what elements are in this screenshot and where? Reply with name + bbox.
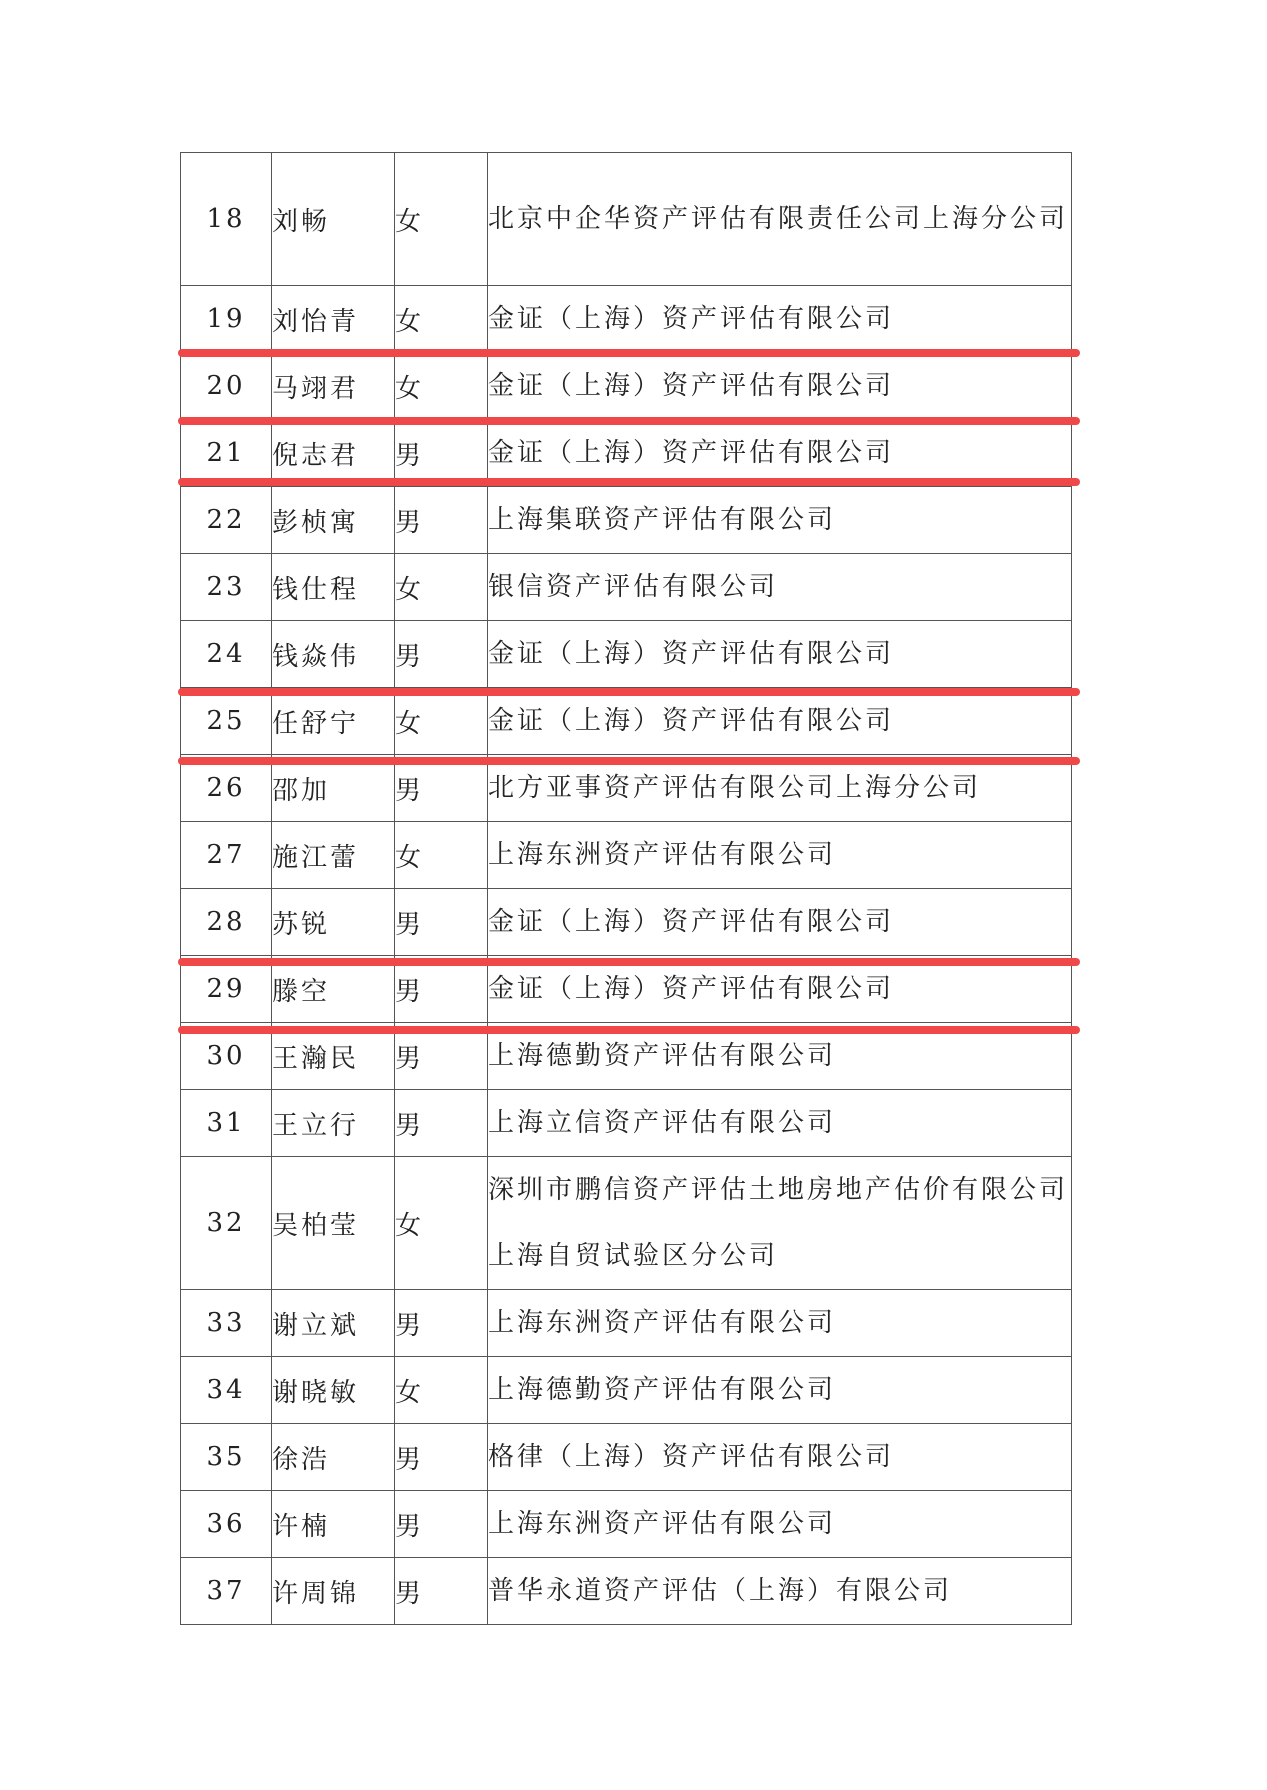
gender-cell: 女	[395, 153, 488, 286]
table-row	[181, 1090, 1072, 1157]
red-underline-mark	[178, 1026, 1080, 1034]
name-cell: 钱焱伟	[272, 621, 395, 688]
row-number-cell: 19	[181, 286, 272, 353]
organization-cell: 银信资产评估有限公司	[488, 554, 1072, 621]
organization-cell: 金证（上海）资产评估有限公司	[488, 621, 1072, 688]
name-cell: 王瀚民	[272, 1023, 395, 1090]
gender-cell: 女	[395, 1157, 488, 1290]
organization-cell: 北京中企华资产评估有限责任公司上海分公司	[488, 153, 1072, 286]
row-number-cell: 18	[181, 153, 272, 286]
name-cell: 倪志君	[272, 420, 395, 487]
name-cell: 谢立斌	[272, 1290, 395, 1357]
gender-cell: 男	[395, 1290, 488, 1357]
organization-cell: 金证（上海）资产评估有限公司	[488, 956, 1072, 1023]
gender-cell: 男	[395, 1424, 488, 1491]
gender-cell: 男	[395, 1558, 488, 1625]
table-row	[181, 286, 1072, 353]
table-row	[181, 487, 1072, 554]
gender-cell: 女	[395, 286, 488, 353]
name-cell: 任舒宁	[272, 688, 395, 755]
gender-cell: 男	[395, 487, 488, 554]
gender-cell: 男	[395, 755, 488, 822]
gender-cell: 女	[395, 688, 488, 755]
table-row	[181, 1491, 1072, 1558]
row-number-cell: 31	[181, 1090, 272, 1157]
row-number-cell: 26	[181, 755, 272, 822]
gender-cell: 男	[395, 956, 488, 1023]
row-number-cell: 36	[181, 1491, 272, 1558]
name-cell: 徐浩	[272, 1424, 395, 1491]
red-underline-mark	[178, 688, 1080, 696]
gender-cell: 男	[395, 420, 488, 487]
gender-cell: 男	[395, 1023, 488, 1090]
name-cell: 钱仕程	[272, 554, 395, 621]
roster-table	[180, 152, 1072, 1625]
gender-cell: 男	[395, 1491, 488, 1558]
gender-cell: 男	[395, 621, 488, 688]
table-row	[181, 621, 1072, 688]
organization-cell: 上海东洲资产评估有限公司	[488, 1491, 1072, 1558]
table-row	[181, 822, 1072, 889]
gender-cell: 男	[395, 1090, 488, 1157]
row-number-cell: 22	[181, 487, 272, 554]
table-row	[181, 1357, 1072, 1424]
red-underline-mark	[178, 349, 1080, 357]
name-cell: 滕空	[272, 956, 395, 1023]
name-cell: 苏锐	[272, 889, 395, 956]
table-row	[181, 1157, 1072, 1290]
organization-cell: 上海德勤资产评估有限公司	[488, 1357, 1072, 1424]
organization-cell: 金证（上海）资产评估有限公司	[488, 420, 1072, 487]
row-number-cell: 35	[181, 1424, 272, 1491]
organization-cell: 上海东洲资产评估有限公司	[488, 822, 1072, 889]
organization-cell: 金证（上海）资产评估有限公司	[488, 688, 1072, 755]
name-cell: 吴柏莹	[272, 1157, 395, 1290]
name-cell: 许楠	[272, 1491, 395, 1558]
row-number-cell: 37	[181, 1558, 272, 1625]
name-cell: 刘畅	[272, 153, 395, 286]
name-cell: 施江蕾	[272, 822, 395, 889]
table-row	[181, 554, 1072, 621]
organization-cell: 金证（上海）资产评估有限公司	[488, 286, 1072, 353]
name-cell: 邵加	[272, 755, 395, 822]
organization-cell: 金证（上海）资产评估有限公司	[488, 889, 1072, 956]
row-number-cell: 29	[181, 956, 272, 1023]
organization-cell: 普华永道资产评估（上海）有限公司	[488, 1558, 1072, 1625]
row-number-cell: 32	[181, 1157, 272, 1290]
row-number-cell: 24	[181, 621, 272, 688]
organization-cell: 上海立信资产评估有限公司	[488, 1090, 1072, 1157]
organization-cell: 上海东洲资产评估有限公司	[488, 1290, 1072, 1357]
table-row	[181, 1424, 1072, 1491]
table-row	[181, 420, 1072, 487]
organization-cell: 北方亚事资产评估有限公司上海分公司	[488, 755, 1072, 822]
gender-cell: 女	[395, 1357, 488, 1424]
row-number-cell: 28	[181, 889, 272, 956]
name-cell: 刘怡青	[272, 286, 395, 353]
organization-cell: 金证（上海）资产评估有限公司	[488, 353, 1072, 420]
name-cell: 许周锦	[272, 1558, 395, 1625]
row-number-cell: 30	[181, 1023, 272, 1090]
table-row	[181, 1558, 1072, 1625]
gender-cell: 女	[395, 353, 488, 420]
table-row	[181, 889, 1072, 956]
name-cell: 谢晓敏	[272, 1357, 395, 1424]
row-number-cell: 27	[181, 822, 272, 889]
row-number-cell: 33	[181, 1290, 272, 1357]
red-underline-mark	[178, 958, 1080, 966]
row-number-cell: 21	[181, 420, 272, 487]
row-number-cell: 25	[181, 688, 272, 755]
row-number-cell: 34	[181, 1357, 272, 1424]
gender-cell: 女	[395, 554, 488, 621]
roster-table-body	[181, 153, 1072, 1625]
organization-cell: 上海集联资产评估有限公司	[488, 487, 1072, 554]
table-row	[181, 688, 1072, 755]
gender-cell: 女	[395, 822, 488, 889]
red-underline-mark	[178, 417, 1080, 425]
organization-cell: 上海德勤资产评估有限公司	[488, 1023, 1072, 1090]
red-underline-mark	[178, 478, 1080, 486]
table-row	[181, 1290, 1072, 1357]
name-cell: 马翊君	[272, 353, 395, 420]
organization-cell: 深圳市鹏信资产评估土地房地产估价有限公司上海自贸试验区分公司	[488, 1157, 1072, 1290]
table-row	[181, 153, 1072, 286]
organization-cell: 格律（上海）资产评估有限公司	[488, 1424, 1072, 1491]
name-cell: 王立行	[272, 1090, 395, 1157]
red-underline-mark	[178, 757, 1080, 765]
gender-cell: 男	[395, 889, 488, 956]
name-cell: 彭桢寓	[272, 487, 395, 554]
row-number-cell: 20	[181, 353, 272, 420]
row-number-cell: 23	[181, 554, 272, 621]
table-row	[181, 353, 1072, 420]
